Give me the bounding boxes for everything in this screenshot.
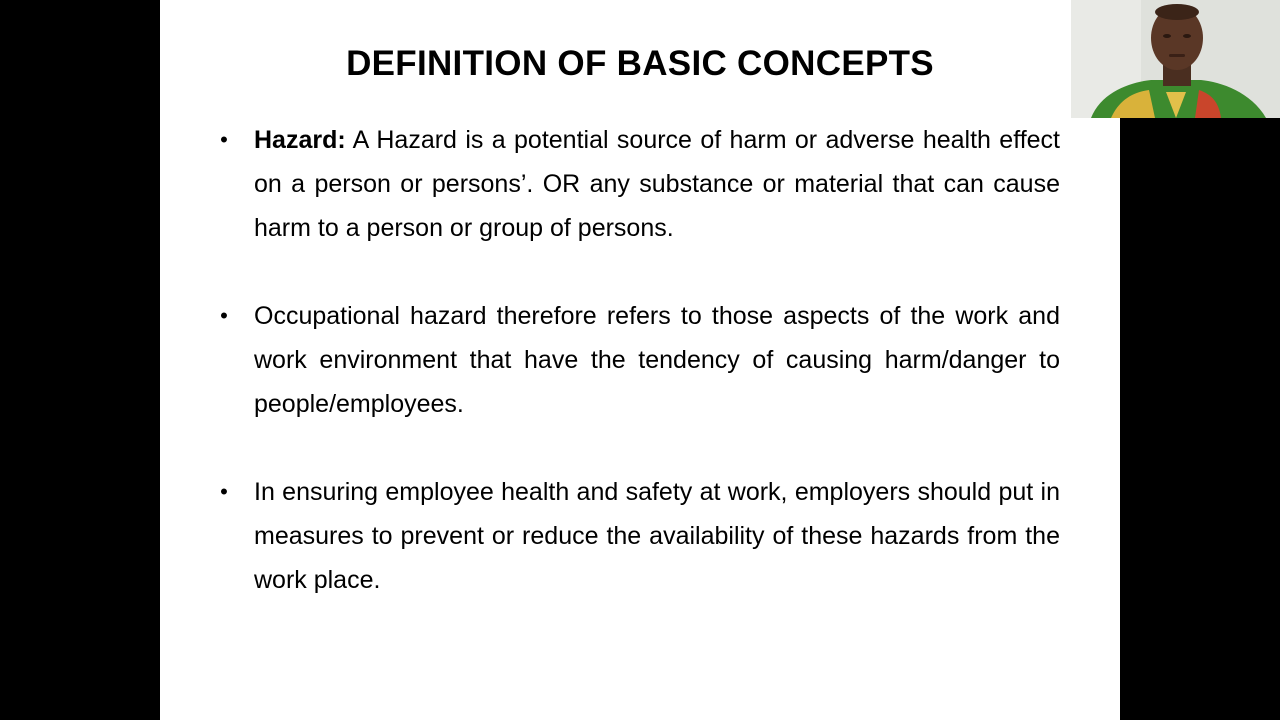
bullet-marker: • xyxy=(220,303,228,328)
bullet-marker: • xyxy=(220,479,228,504)
presenter-webcam xyxy=(1071,0,1280,118)
bullet-occupational-hazard xyxy=(214,294,1060,426)
bullet-text: Occupational hazard therefore refers to those aspects of the work and work environment that have the tendency of causing harm/danger to people/employees. xyxy=(254,302,1060,418)
slide-title: DEFINITION OF BASIC CONCEPTS xyxy=(346,44,934,83)
bullet-marker: • xyxy=(220,127,228,152)
bullet-hazard xyxy=(214,118,1060,250)
bullet-list xyxy=(214,118,1060,646)
bullet-term: Hazard: xyxy=(254,126,346,154)
presenter-video-icon xyxy=(1071,0,1280,118)
bullet-text: In ensuring employee health and safety at work, employers should put in measures to prevent or reduce the availability of these hazards from the work place. xyxy=(254,478,1060,594)
bullet-employee-safety xyxy=(214,470,1060,602)
presentation-slide xyxy=(160,0,1120,720)
bullet-text: A Hazard is a potential source of harm or adverse health effect on a person or persons’. OR any substance or material that can cause harm to a person or group of persons. xyxy=(254,126,1060,242)
